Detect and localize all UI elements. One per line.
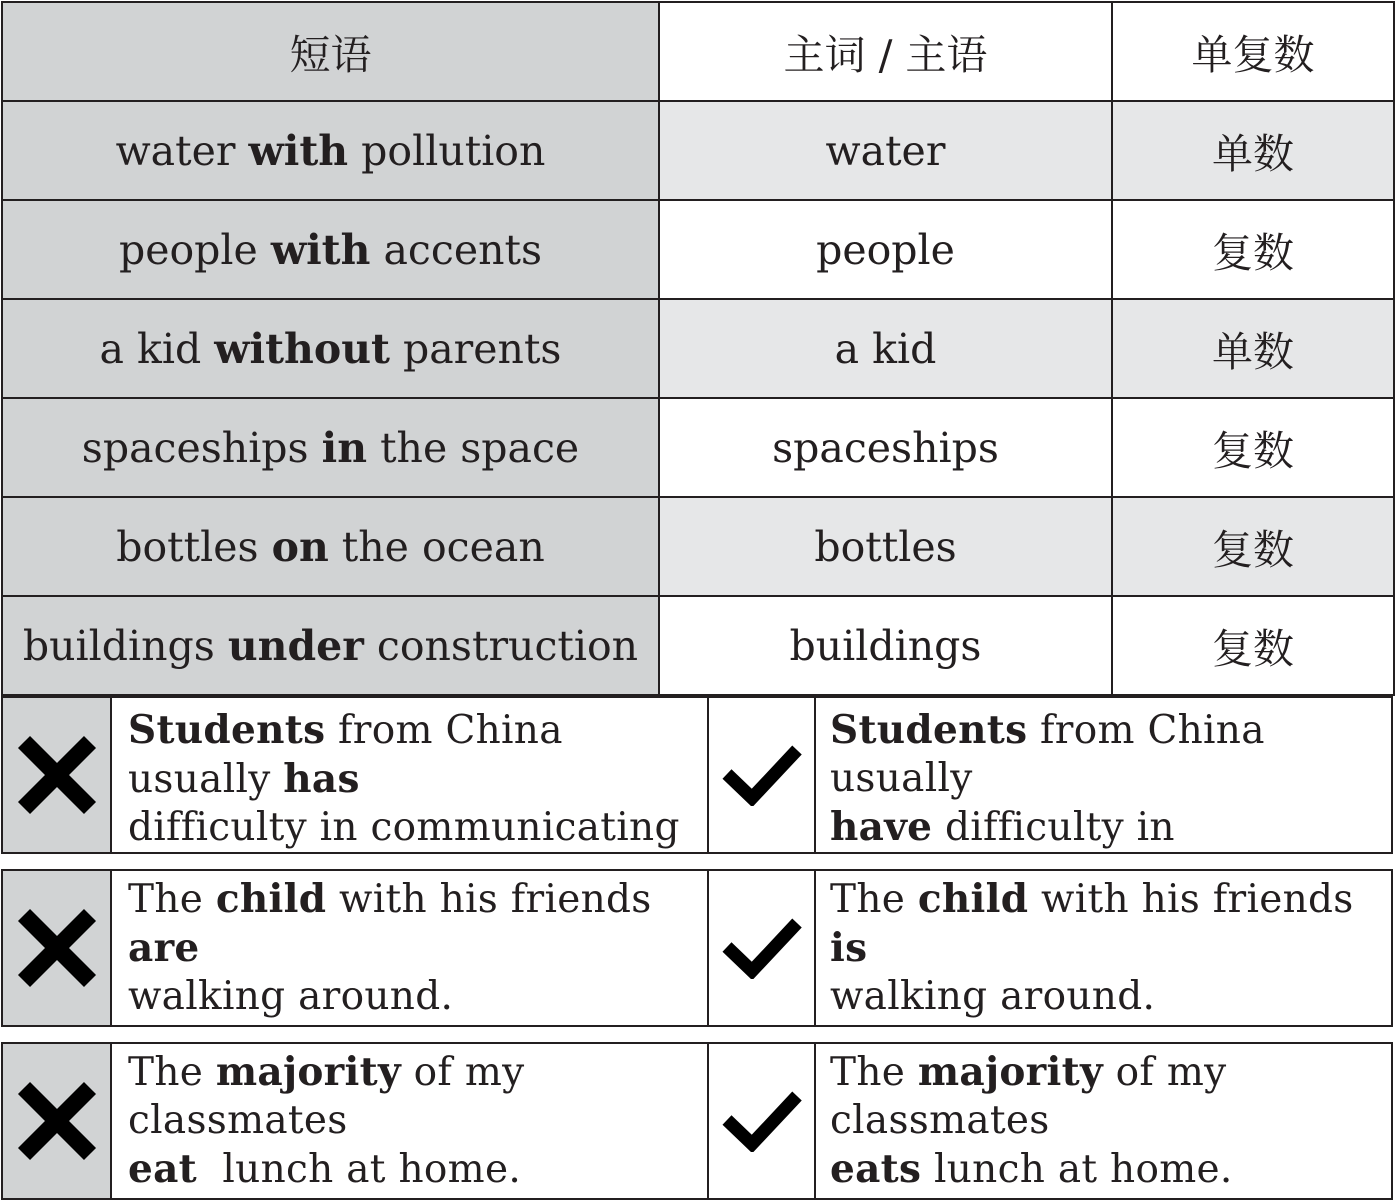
table-row	[2, 596, 1394, 695]
subject-cell: spaceships	[659, 398, 1112, 497]
table-row	[2, 299, 1394, 398]
phrase-cell: people with accents	[2, 200, 659, 299]
header-subject: 主词 / 主语	[659, 2, 1112, 101]
header-number: 单复数	[1112, 2, 1394, 101]
correct-sentence: The child with his friends is walking around.	[830, 876, 1354, 1019]
table-row	[2, 101, 1394, 200]
correct-sentence: Students from China usually have difficulty in	[830, 707, 1265, 850]
phrase-cell: buildings under construction	[2, 596, 659, 695]
correct-sentence: The majority of my classmates eats lunch at home.	[830, 1049, 1233, 1192]
number-cell: 单数	[1112, 299, 1394, 398]
number-cell: 单数	[1112, 101, 1394, 200]
cross-icon	[3, 698, 112, 852]
check-icon	[709, 871, 816, 1025]
phrase-table	[1, 1, 1395, 696]
phrase-cell: spaceships in the space	[2, 398, 659, 497]
wrong-sentence: Students from China usually has difficulty in communicating	[112, 698, 709, 852]
header-phrase: 短语	[2, 2, 659, 101]
cross-icon	[3, 1044, 112, 1198]
table-row	[2, 200, 1394, 299]
phrase-cell: bottles on the ocean	[2, 497, 659, 596]
subject-cell: a kid	[659, 299, 1112, 398]
comparison-row	[1, 696, 1393, 854]
check-icon	[709, 1044, 816, 1198]
subject-cell: bottles	[659, 497, 1112, 596]
comparison-row	[1, 869, 1393, 1027]
wrong-sentence: The child with his friends are walking around.	[112, 871, 709, 1025]
number-cell: 复数	[1112, 596, 1394, 695]
phrase-cell: a kid without parents	[2, 299, 659, 398]
check-icon	[709, 698, 816, 852]
subject-cell: water	[659, 101, 1112, 200]
comparison-row	[1, 1042, 1393, 1200]
table-row	[2, 497, 1394, 596]
cross-icon	[3, 871, 112, 1025]
table-row	[2, 398, 1394, 497]
subject-cell: buildings	[659, 596, 1112, 695]
number-cell: 复数	[1112, 398, 1394, 497]
subject-cell: people	[659, 200, 1112, 299]
phrase-cell: water with pollution	[2, 101, 659, 200]
wrong-sentence: The majority of my classmates eat lunch at home.	[112, 1044, 709, 1198]
table-header-row	[2, 2, 1394, 101]
number-cell: 复数	[1112, 497, 1394, 596]
number-cell: 复数	[1112, 200, 1394, 299]
